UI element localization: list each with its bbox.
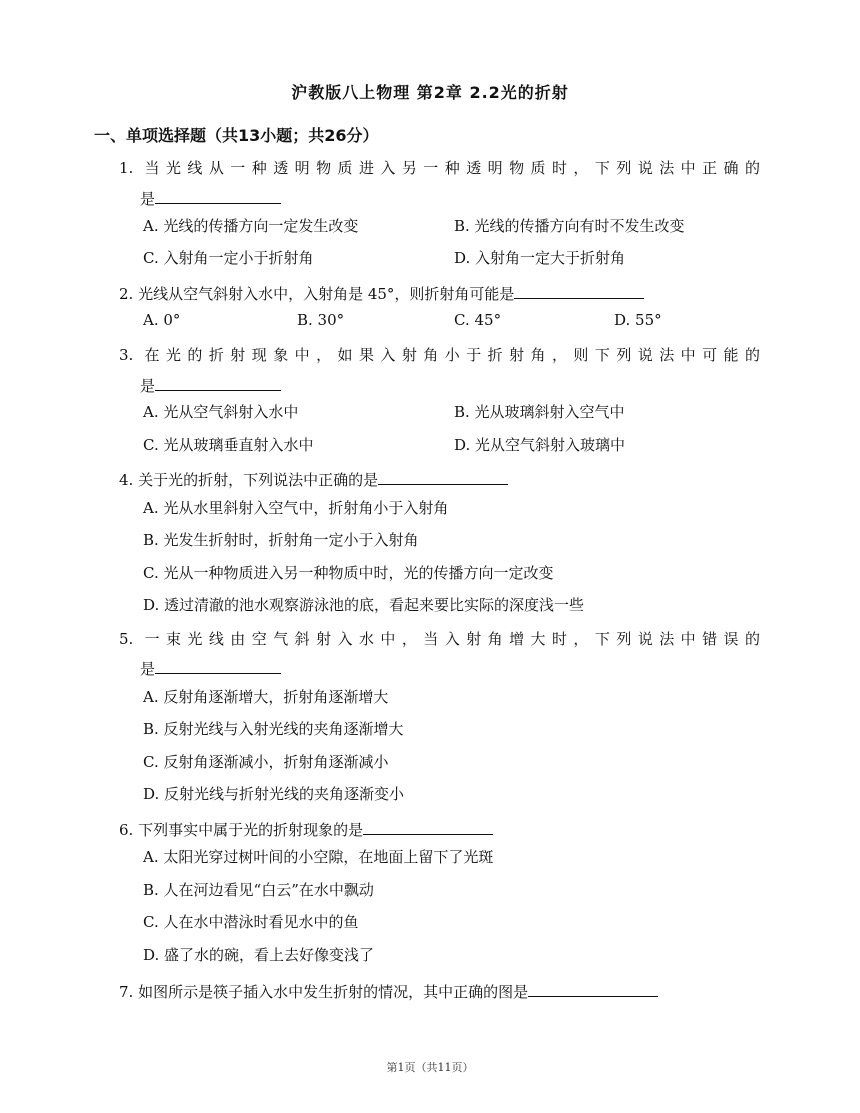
question-2-option-d: D. 55° [614,311,662,329]
question-5-option-b: B. 反射光线与入射光线的夹角逐渐增大 [143,720,404,738]
question-3-option-d: D. 光从空气斜射入玻璃中 [454,436,626,454]
question-1-option-b: B. 光线的传播方向有时不发生改变 [454,217,685,235]
question-3-continuation: 是 [140,374,281,396]
answer-blank[interactable] [378,468,508,485]
question-6-option-a: A. 太阳光穿过树叶间的小空隙，在地面上留下了光斑 [143,848,494,866]
page-footer: 第1页（共11页） [386,1061,474,1074]
question-4-option-c: C. 光从一种物质进入另一种物质中时，光的传播方向一定改变 [143,564,554,582]
question-4-option-d: D. 透过清澈的池水观察游泳池的底，看起来要比实际的深度浅一些 [143,596,585,614]
answer-blank[interactable] [363,818,493,835]
page-title: 沪教版八上物理 第2章 2.2光的折射 [291,83,569,102]
question-4-text: 4. 关于光的折射，下列说法中正确的是 [119,468,760,490]
question-3-option-a: A. 光从空气斜射入水中 [143,403,299,421]
question-5-continuation: 是 [140,657,281,679]
section-heading: 一、单项选择题（共13小题；共26分） [94,126,379,145]
question-2-option-a: A. 0° [143,311,181,329]
answer-blank[interactable] [514,282,644,299]
question-6-option-c: C. 人在水中潜泳时看见水中的鱼 [143,913,359,931]
question-5-option-a: A. 反射角逐渐增大，折射角逐渐增大 [143,688,389,706]
question-7-text: 7. 如图所示是筷子插入水中发生折射的情况，其中正确的图是 [119,980,760,1002]
question-6-text: 6. 下列事实中属于光的折射现象的是 [119,818,760,840]
question-5-text: 5. 一束光线由空气斜射入水中，当入射角增大时，下列说法中错误的 [119,630,760,648]
question-1-continuation: 是 [140,187,281,209]
question-4-option-b: B. 光发生折射时，折射角一定小于入射角 [143,531,419,549]
question-1-text: 1. 当光线从一种透明物质进入另一种透明物质时，下列说法中正确的 [119,159,760,177]
question-3-option-b: B. 光从玻璃斜射入空气中 [454,403,625,421]
question-6-option-d: D. 盛了水的碗，看上去好像变浅了 [143,946,375,964]
question-1-option-a: A. 光线的传播方向一定发生改变 [143,217,359,235]
question-3-option-c: C. 光从玻璃垂直射入水中 [143,436,314,454]
question-1-option-c: C. 入射角一定小于折射角 [143,249,314,267]
question-2-option-c: C. 45° [454,311,502,329]
question-5-option-c: C. 反射角逐渐减小，折射角逐渐减小 [143,753,389,771]
answer-blank[interactable] [155,374,281,391]
question-3-text: 3. 在光的折射现象中，如果入射角小于折射角，则下列说法中可能的 [119,346,760,364]
question-1-option-d: D. 入射角一定大于折射角 [454,249,626,267]
answer-blank[interactable] [528,980,658,997]
question-2-option-b: B. 30° [297,311,345,329]
question-5-option-d: D. 反射光线与折射光线的夹角逐渐变小 [143,785,405,803]
answer-blank[interactable] [155,657,281,674]
question-4-option-a: A. 光从水里斜射入空气中，折射角小于入射角 [143,499,449,517]
answer-blank[interactable] [155,187,281,204]
question-6-option-b: B. 人在河边看见“白云”在水中飘动 [143,881,374,899]
question-2-text: 2. 光线从空气斜射入水中，入射角是 45°，则折射角可能是 [119,282,760,304]
